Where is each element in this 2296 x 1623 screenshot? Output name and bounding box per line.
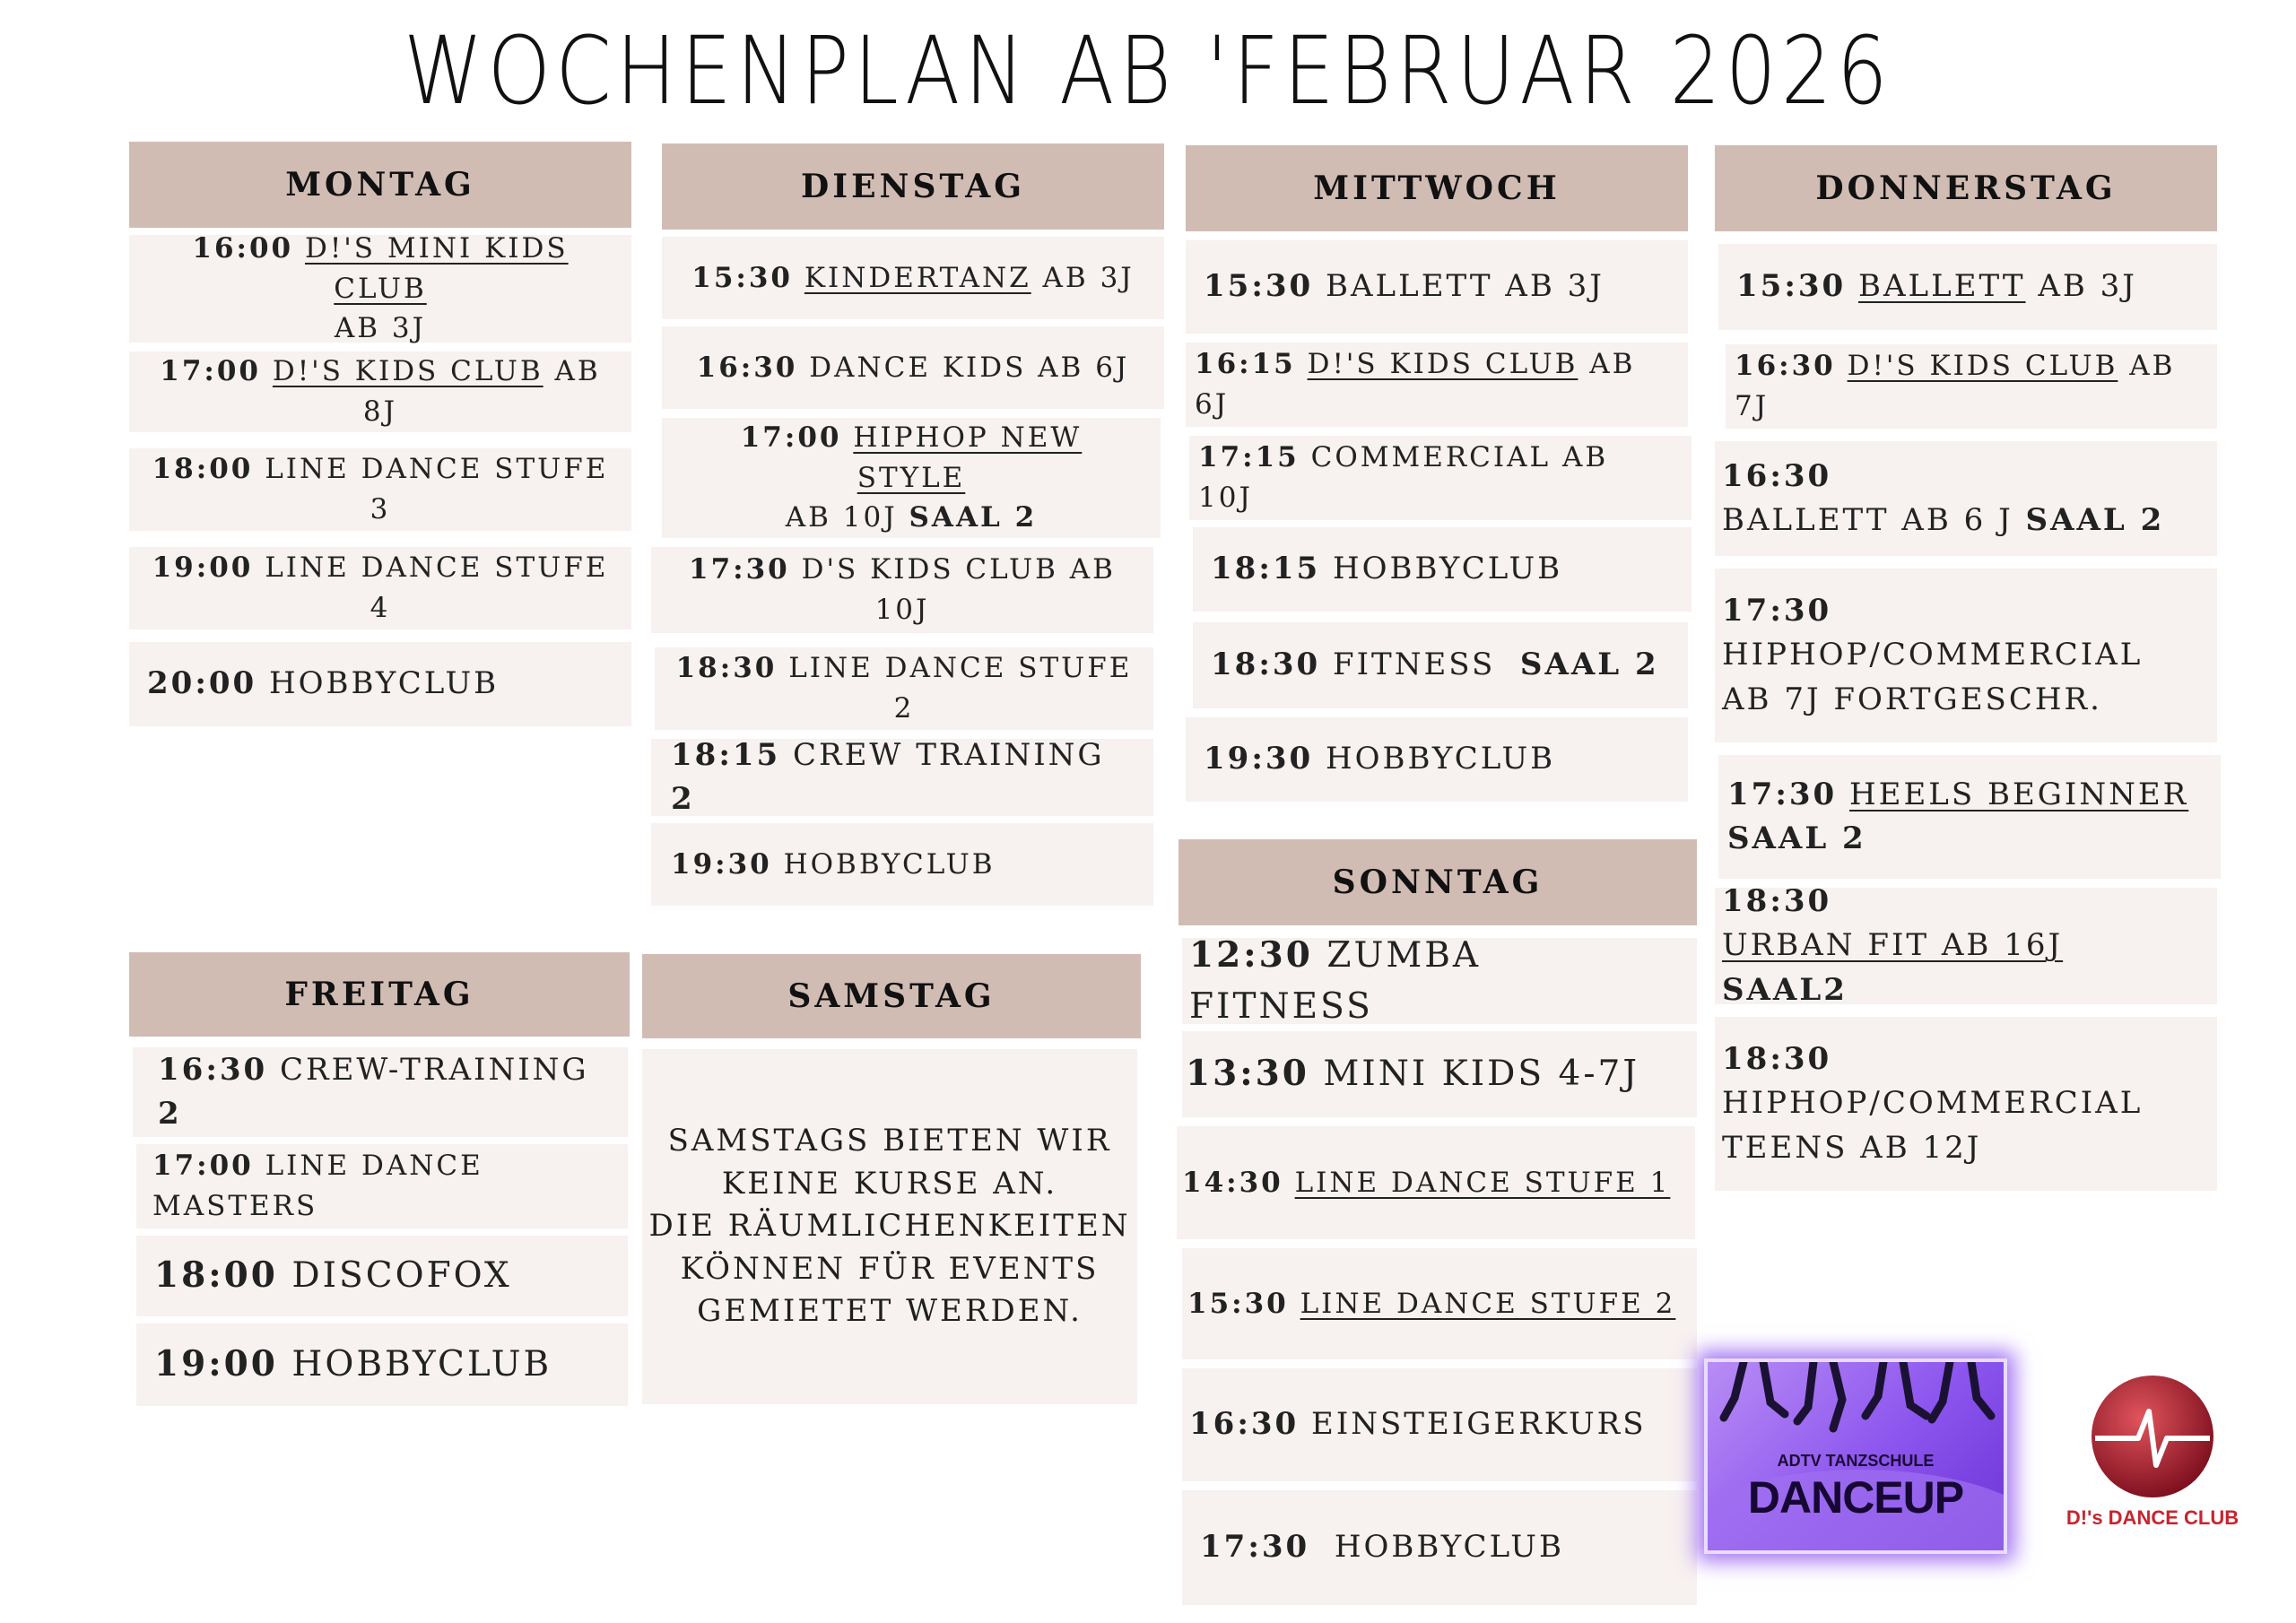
ds-dance-club-emblem-icon (2063, 1372, 2242, 1506)
slot-mittwoch-1: 15:30 BALLETT AB 3J (1186, 240, 1688, 334)
slot-montag-3: 18:00 LINE DANCE STUFE 3 (129, 448, 631, 531)
slot-mittwoch-2: 16:15 D!'S KIDS CLUB AB 6J (1186, 343, 1688, 427)
slot-sonntag-5: 16:30 EINSTEIGERKURS (1182, 1368, 1697, 1481)
slot-freitag-2: 17:00 LINE DANCE MASTERS (136, 1144, 628, 1228)
day-header-sonntag: SONNTAG (1178, 839, 1697, 925)
slot-dienstag-3: 17:00 HIPHOP NEW STYLE AB 10J SAAL 2 (662, 418, 1161, 538)
slot-dienstag-1: 15:30 KINDERTANZ AB 3J (662, 237, 1164, 319)
day-header-dienstag: DIENSTAG (662, 143, 1164, 230)
slot-donnerstag-5: 17:30 HEELS BEGINNER SAAL 2 (1718, 755, 2221, 879)
slot-dienstag-6: 18:15 CREW TRAINING 2 (651, 739, 1153, 816)
slot-dienstag-4: 17:30 D'S KIDS CLUB AB 10J (651, 547, 1153, 633)
ds-dance-club-logo (2063, 1372, 2242, 1542)
slot-donnerstag-7: 18:30 HIPHOP/COMMERCIAL TEENS AB 12J (1715, 1017, 2217, 1191)
page-title: WOCHENPLAN AB 'FEBRUAR 2026 (404, 16, 1892, 126)
slot-donnerstag-6: 18:30 URBAN FIT AB 16J SAAL2 (1715, 888, 2217, 1004)
slot-sonntag-1: 12:30 ZUMBA FITNESS (1182, 938, 1697, 1024)
slot-montag-1: 16:00 D!'S MINI KIDS CLUB AB 3J (129, 235, 631, 343)
slot-sonntag-6: 17:30 HOBBYCLUB (1182, 1490, 1697, 1605)
slot-freitag-3: 18:00 DISCOFOX (136, 1236, 628, 1316)
slot-freitag-4: 19:00 HOBBYCLUB (136, 1324, 628, 1406)
slot-montag-2: 17:00 D!'S KIDS CLUB AB 8J (129, 352, 631, 432)
slot-montag-4: 19:00 LINE DANCE STUFE 4 (129, 547, 631, 629)
day-header-freitag: FREITAG (129, 952, 630, 1037)
samstag-note: SAMSTAGS BIETEN WIR KEINE KURSE AN. DIE RÄUMLICHENKEITEN KÖNNEN FÜR EVENTS GEMIETET WERDEN. (642, 1049, 1137, 1404)
slot-mittwoch-6: 19:30 HOBBYCLUB (1186, 717, 1688, 802)
slot-dienstag-7: 19:30 HOBBYCLUB (651, 823, 1153, 906)
day-header-samstag: SAMSTAG (642, 954, 1141, 1038)
day-header-mittwoch: MITTWOCH (1186, 145, 1688, 231)
day-header-donnerstag: DONNERSTAG (1715, 145, 2217, 231)
slot-donnerstag-3: 16:30 BALLETT AB 6 J SAAL 2 (1715, 441, 2217, 556)
day-header-montag: MONTAG (129, 142, 631, 228)
slot-mittwoch-3: 17:15 COMMERCIAL AB 10J (1189, 436, 1692, 520)
slot-sonntag-2: 13:30 MINI KIDS 4-7J (1182, 1031, 1697, 1117)
slot-mittwoch-5: 18:30 FITNESS SAAL 2 (1193, 622, 1688, 708)
slot-mittwoch-4: 18:15 HOBBYCLUB (1193, 527, 1692, 612)
danceup-logo-wordmark: DANCEUP (1747, 1472, 1964, 1523)
slot-donnerstag-4: 17:30 HIPHOP/COMMERCIAL AB 7J FORTGESCHR. (1715, 568, 2217, 742)
slot-freitag-1: 16:30 CREW-TRAINING 2 (133, 1047, 628, 1137)
slot-dienstag-2: 16:30 DANCE KIDS AB 6J (662, 326, 1164, 409)
slot-sonntag-4: 15:30 LINE DANCE STUFE 2 (1182, 1248, 1697, 1359)
slot-montag-5: 20:00 HOBBYCLUB (129, 642, 631, 726)
slot-donnerstag-2: 16:30 D!'S KIDS CLUB AB 7J (1726, 344, 2217, 429)
ds-dance-club-logo-text: D!'s DANCE CLUB (2066, 1506, 2239, 1529)
dancer-legs-graphic (1708, 1362, 2004, 1452)
danceup-logo-small-text: ADTV TANZSCHULE (1777, 1452, 1935, 1470)
slot-sonntag-3: 14:30 LINE DANCE STUFE 1 (1177, 1126, 1695, 1239)
slot-donnerstag-1: 15:30 BALLETT AB 3J (1718, 244, 2217, 330)
slot-dienstag-5: 18:30 LINE DANCE STUFE 2 (655, 647, 1153, 730)
danceup-logo (1704, 1358, 2007, 1554)
